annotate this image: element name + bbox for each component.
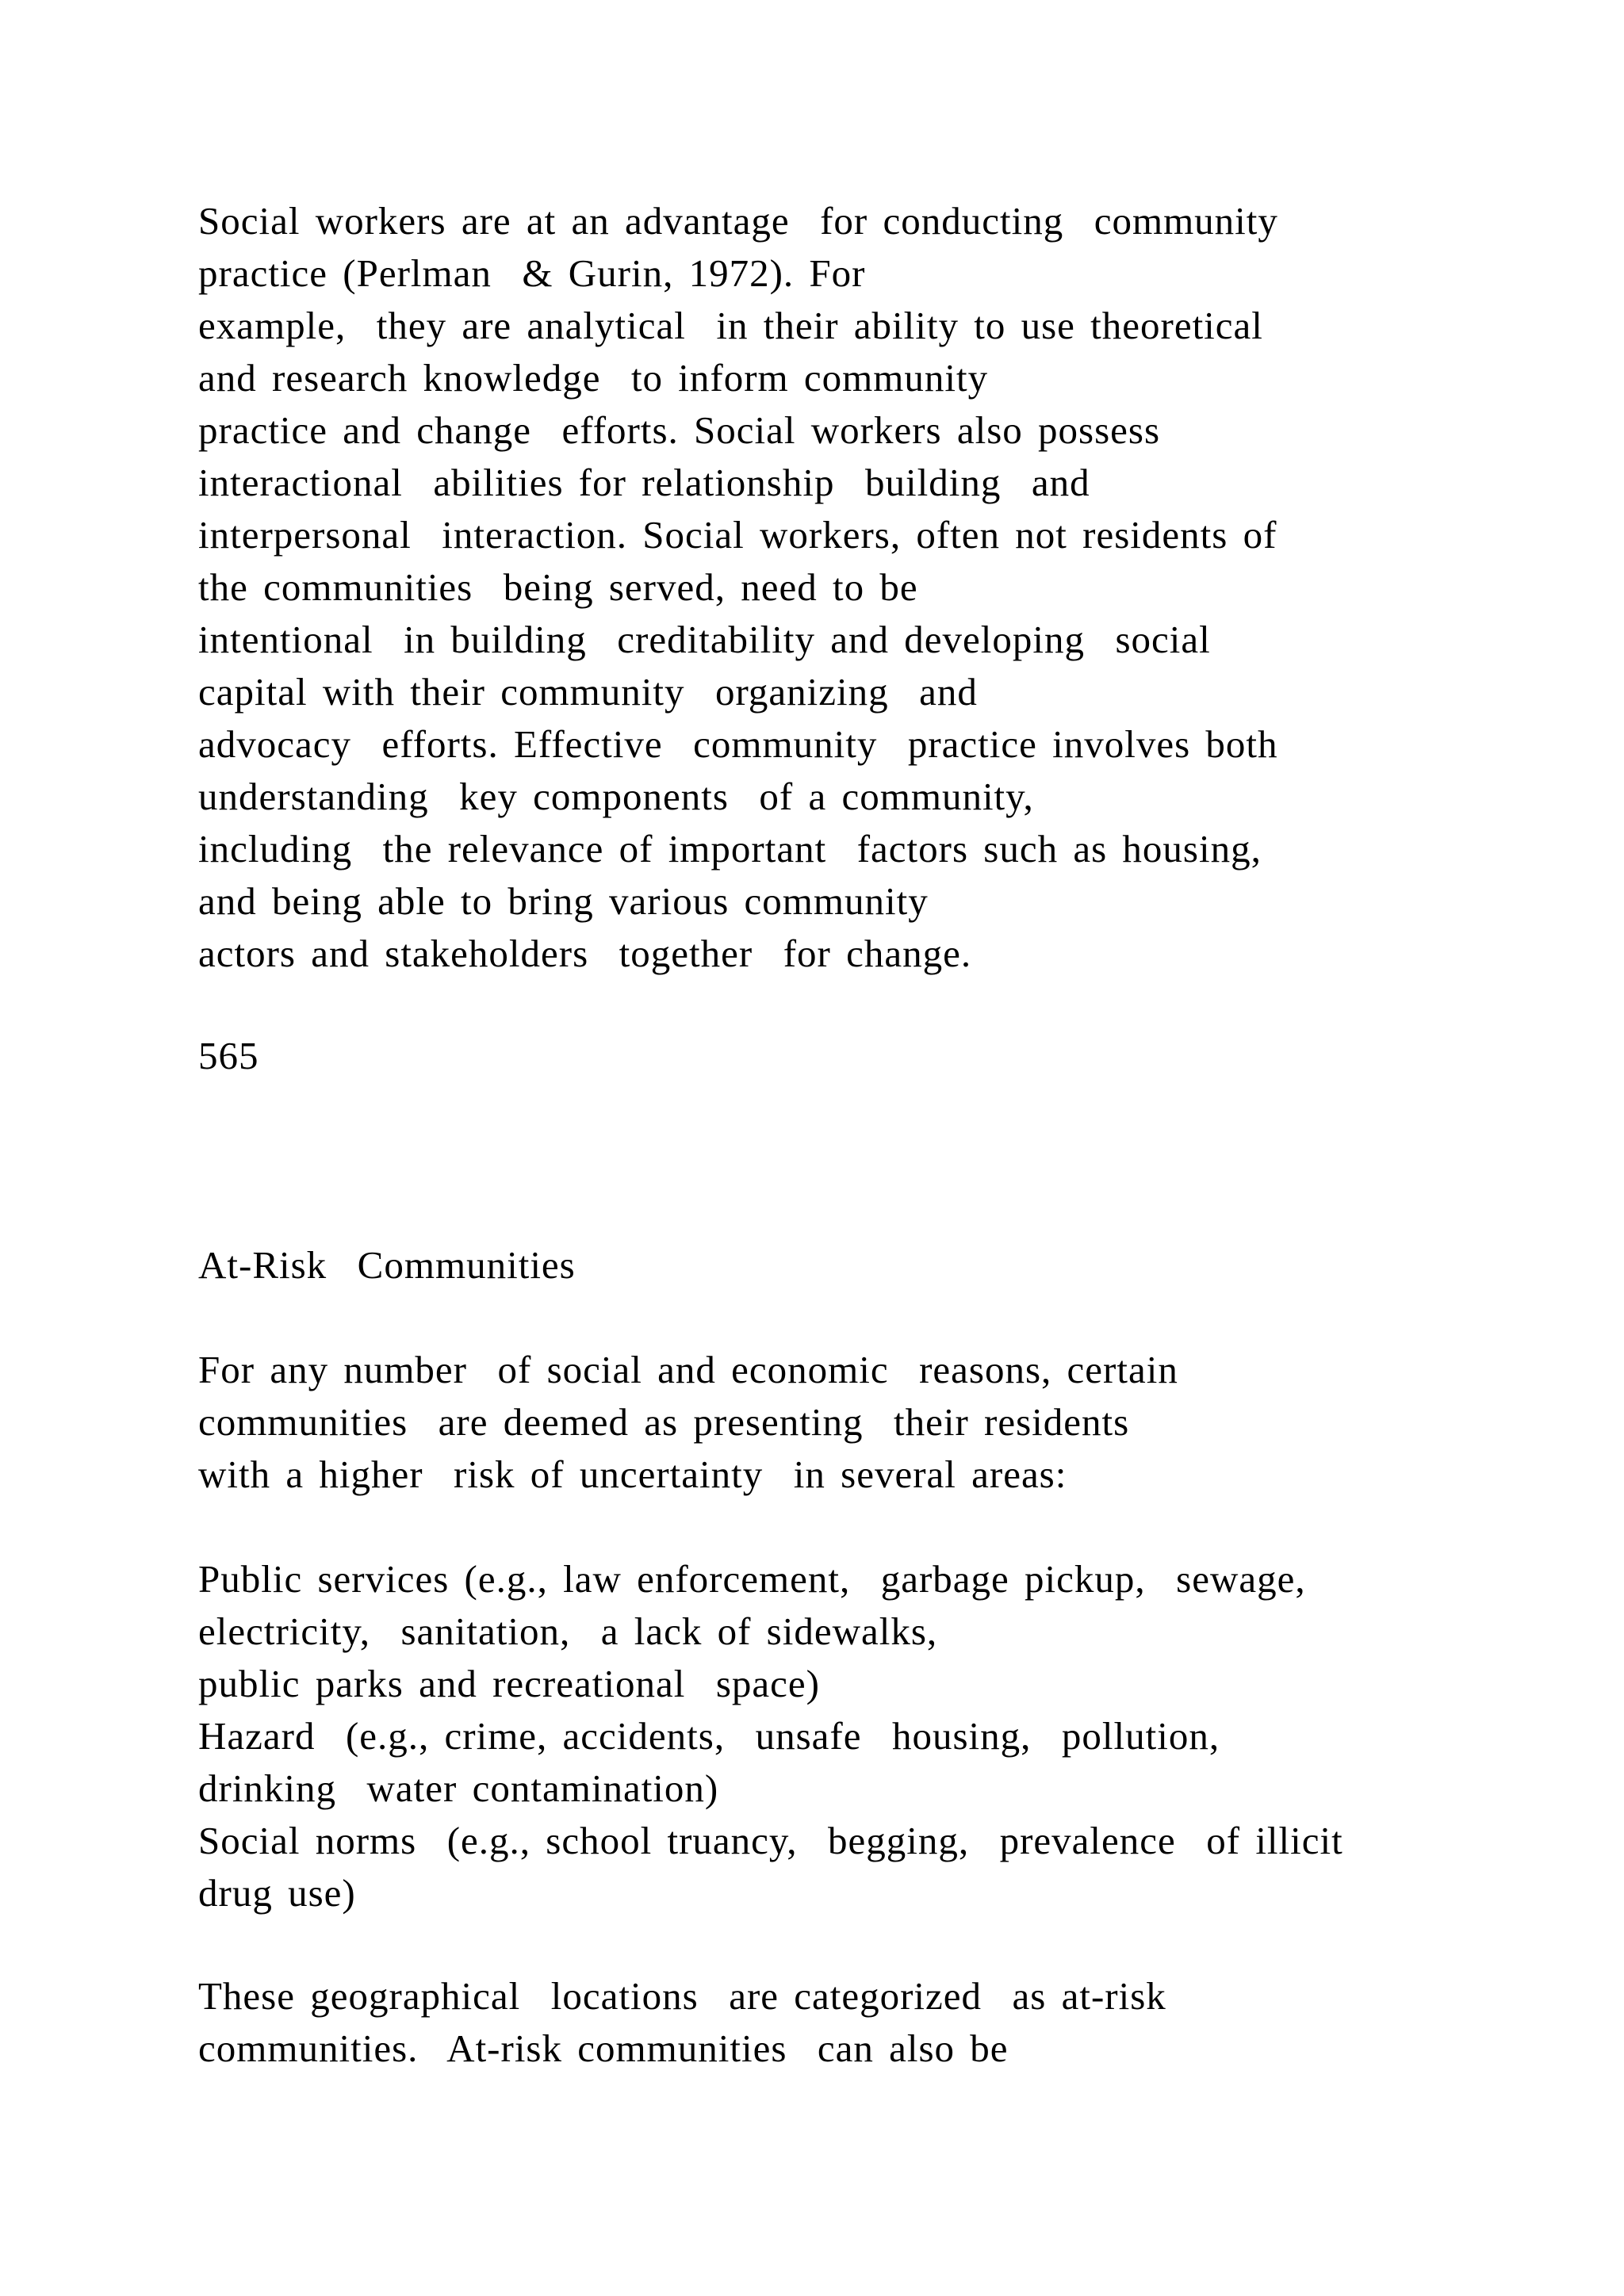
section-heading-text: At-Risk Communities	[198, 1243, 576, 1287]
list-item-line: Public services (e.g., law enforcement, garbage pickup, sewage,	[198, 1557, 1306, 1601]
page-number	[198, 1030, 1530, 1082]
text-line: interactional abilities for relationship building and	[198, 461, 1090, 504]
paragraph-at-risk-categorized	[198, 1970, 1530, 2075]
paragraph-community-practice	[198, 195, 1530, 980]
text-line: and being able to bring various community	[198, 879, 929, 923]
list-item-line: drinking water contamination)	[198, 1766, 719, 1810]
text-line: practice and change efforts. Social workers also possess	[198, 408, 1161, 452]
text-line: capital with their community organizing and	[198, 670, 978, 714]
text-line: Social workers are at an advantage for conducting community	[198, 199, 1278, 243]
text-line: intentional in building creditability and developing social	[198, 618, 1211, 661]
list-item-line: public parks and recreational space)	[198, 1662, 820, 1705]
text-line: including the relevance of important factors such as housing,	[198, 827, 1262, 871]
text-line: communities. At-risk communities can also be	[198, 2026, 1009, 2070]
list-item-line: drug use)	[198, 1871, 356, 1915]
paragraph-at-risk-intro	[198, 1344, 1530, 1501]
page-number-text: 565	[198, 1034, 259, 1077]
text-line: understanding key components of a community,	[198, 775, 1034, 818]
text-line: and research knowledge to inform community	[198, 356, 989, 400]
list-item-line: Hazard (e.g., crime, accidents, unsafe housing, pollution,	[198, 1714, 1220, 1758]
text-line: example, they are analytical in their ability to use theoretical	[198, 304, 1263, 347]
text-line: actors and stakeholders together for change.	[198, 932, 972, 975]
text-line: communities are deemed as presenting their residents	[198, 1400, 1130, 1444]
text-line: with a higher risk of uncertainty in several areas:	[198, 1452, 1067, 1496]
text-line: interpersonal interaction. Social workers, often not residents of	[198, 513, 1277, 557]
list-item-line: electricity, sanitation, a lack of sidewalks,	[198, 1609, 938, 1653]
list-item-line: Social norms (e.g., school truancy, begging, prevalence of illicit	[198, 1819, 1343, 1862]
risk-areas-list	[198, 1553, 1530, 1919]
text-line: advocacy efforts. Effective community practice involves both	[198, 722, 1278, 766]
text-line: the communities being served, need to be	[198, 565, 918, 609]
text-line: practice (Perlman & Gurin, 1972). For	[198, 251, 866, 295]
section-heading	[198, 1239, 1530, 1292]
text-line: These geographical locations are categorized as at-risk	[198, 1974, 1166, 2018]
text-line: For any number of social and economic reasons, certain	[198, 1348, 1178, 1391]
